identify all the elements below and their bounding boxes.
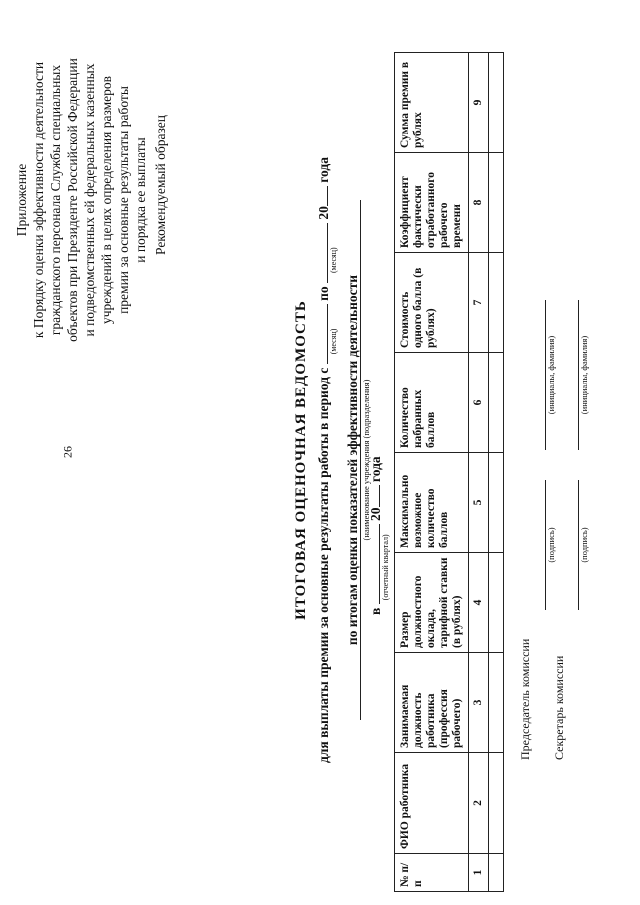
column-header: Размер должностного оклада, тарифной ставки (в рублях) — [395, 553, 469, 653]
column-header: Сумма премии в рублях — [395, 53, 469, 153]
column-header: Максимально возможное количество баллов — [395, 453, 469, 553]
appendix-line: премии за основные результаты работы — [116, 86, 131, 314]
column-number: 3 — [469, 653, 489, 753]
subtitle-year-prefix: 20 — [316, 206, 331, 220]
subtitle-text-po: по — [316, 286, 331, 301]
table-row — [489, 53, 504, 892]
appendix-line: учреждений в целях определения размеров — [99, 76, 114, 325]
appendix-line: к Порядку оценки эффективности деятельности — [31, 61, 46, 339]
column-header: Стоимость одного балла (в рублях) — [395, 253, 469, 353]
subtitle-period — [315, 60, 338, 860]
appendix-line: гражданского персонала Службы специальных — [48, 64, 63, 336]
table-cell — [489, 453, 504, 553]
chairman-label: Председатель комиссии — [518, 638, 532, 760]
table-cell — [489, 553, 504, 653]
month-to-blank — [315, 223, 338, 283]
column-number-row — [469, 53, 489, 892]
column-number: 8 — [469, 153, 489, 253]
period-prefix: в — [368, 607, 383, 615]
column-header: Занимаемая должность работника (профессия рабочего) — [395, 653, 469, 753]
column-number: 7 — [469, 253, 489, 353]
column-number: 6 — [469, 353, 489, 453]
quarter-blank — [367, 524, 390, 604]
reporting-period-line — [367, 315, 390, 615]
year-blank — [315, 186, 328, 206]
table-cell — [489, 53, 504, 153]
column-header: ФИО работника — [395, 753, 469, 854]
table-cell — [489, 353, 504, 453]
institution-caption: (наименование учреждения (подразделения) — [361, 379, 371, 541]
appendix-line: и подведомственных ей федеральных казенных — [82, 63, 97, 337]
appendix-line: Приложение — [14, 163, 29, 237]
chairman-signature-caption: (подпись) — [546, 527, 556, 563]
period-suffix: года — [368, 456, 383, 483]
table-cell — [489, 753, 504, 854]
secretary-label: Секретарь комиссии — [552, 655, 566, 760]
table-cell — [489, 854, 504, 892]
subtitle-evaluation: по итогам оценки показателей эффективности деятельности — [345, 274, 360, 646]
month-caption: (месяц) — [329, 247, 338, 274]
subtitle-text-goda: года — [316, 157, 331, 183]
page-number: 26 — [60, 446, 75, 458]
quarter-caption: (отчетный квартал) — [381, 534, 390, 601]
column-number: 1 — [469, 854, 489, 892]
recommended-sample-label: Рекомендуемый образец — [153, 115, 168, 256]
document-title: ИТОГОВАЯ ОЦЕНОЧНАЯ ВЕДОМОСТЬ — [293, 300, 309, 620]
month-from-blank — [315, 304, 338, 364]
appendix-block — [13, 20, 149, 380]
secretary-signature-caption: (подпись) — [579, 527, 589, 563]
assessment-table — [394, 52, 504, 892]
column-header: Количество набранных баллов — [395, 353, 469, 453]
appendix-line: объектов при Президенте Российской Федерации — [65, 58, 80, 342]
column-header: № п/п — [395, 854, 469, 892]
period-year-prefix: 20 — [368, 507, 383, 521]
column-number: 9 — [469, 53, 489, 153]
table-cell — [489, 153, 504, 253]
column-number: 4 — [469, 553, 489, 653]
column-number: 5 — [469, 453, 489, 553]
column-header: Коэффициент фактически отработанного рабочего времени — [395, 153, 469, 253]
month-caption: (месяц) — [329, 328, 338, 355]
rotated-page — [5, 10, 620, 900]
table-cell — [489, 253, 504, 353]
table-header-row — [395, 53, 469, 892]
period-year-blank — [367, 485, 380, 507]
appendix-line: и порядка ее выплаты — [133, 137, 148, 263]
secretary-name-caption: (инициалы, фамилия) — [579, 335, 589, 415]
column-number: 2 — [469, 753, 489, 854]
table-cell — [489, 653, 504, 753]
chairman-name-caption: (инициалы, фамилия) — [546, 335, 556, 415]
subtitle-text: для выплаты премии за основные результаты работы в период с — [316, 367, 331, 763]
